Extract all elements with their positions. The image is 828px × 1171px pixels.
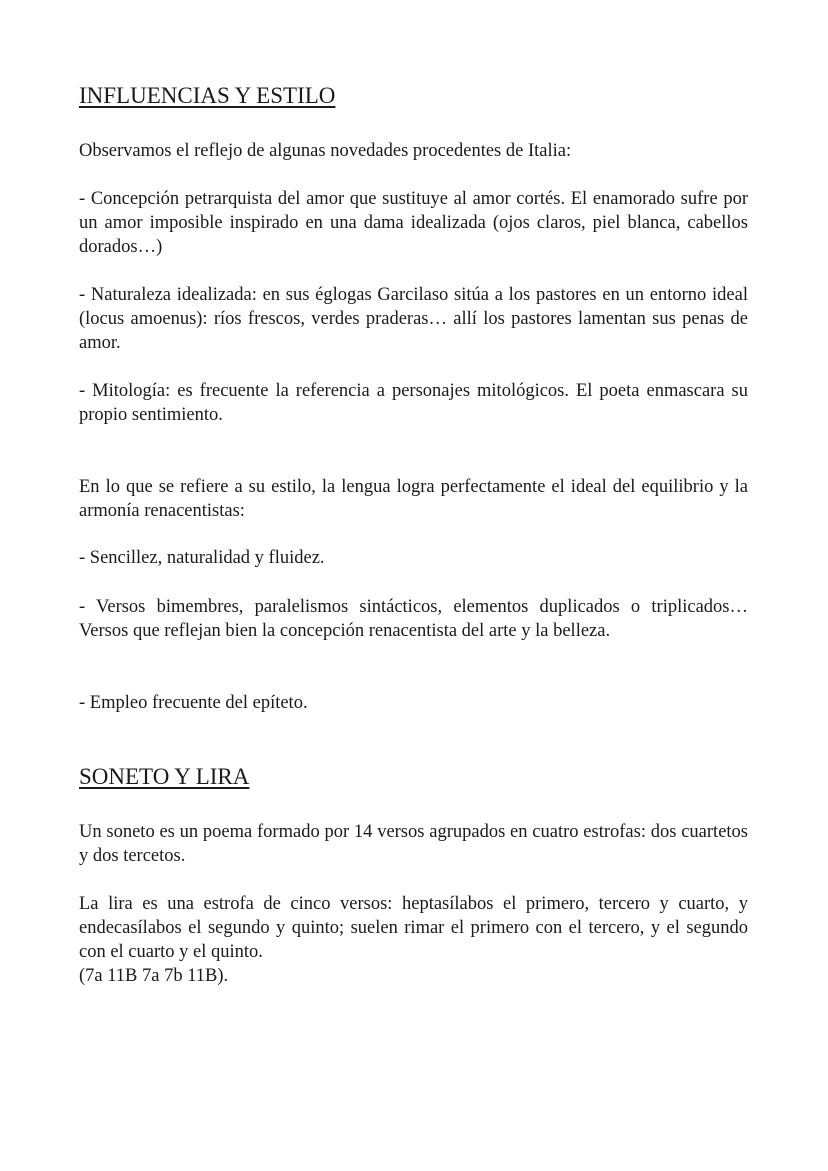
section-title-soneto-lira: SONETO Y LIRA	[79, 764, 250, 789]
soneto-paragraph: Un soneto es un poema formado por 14 versos agrupados en cuatro estrofas: dos cuartetos y dos tercetos.	[79, 822, 748, 866]
style-intro-paragraph: En lo que se refiere a su estilo, la lengua logra perfectamente el ideal del equilibrio y la armonía renacentistas:	[79, 477, 748, 521]
list-item-naturaleza: - Naturaleza idealizada: en sus églogas Garcilaso sitúa a los pastores en un entorno ideal (locus amoenus): ríos frescos, verdes praderas… allí los pastores lamentan sus penas de amor.	[79, 285, 748, 353]
section-title-influencias: INFLUENCIAS Y ESTILO	[79, 83, 336, 108]
lira-paragraph: La lira es una estrofa de cinco versos: heptasílabos el primero, tercero y cuarto, y endecasílabos el segundo y quinto; suelen rimar el primero con el tercero, y el segundo con el cuarto y el quinto.	[79, 894, 748, 962]
intro-paragraph: Observamos el reflejo de algunas novedades procedentes de Italia:	[79, 141, 572, 161]
list-item-versos: - Versos bimembres, paralelismos sintácticos, elementos duplicados o triplicados… Versos que reflejan bien la concepción renacentista del arte y la belleza.	[79, 597, 748, 641]
list-item-mitologia: - Mitología: es frecuente la referencia a personajes mitológicos. El poeta enmascara su propio sentimiento.	[79, 381, 748, 425]
list-item-epiteto: - Empleo frecuente del epíteto.	[79, 693, 308, 713]
list-item-petrarquista: - Concepción petrarquista del amor que sustituye al amor cortés. El enamorado sufre por un amor imposible inspirado en una dama idealizada (ojos claros, piel blanca, cabellos dorados…)	[79, 189, 748, 257]
list-item-sencillez: - Sencillez, naturalidad y fluidez.	[79, 548, 325, 568]
lira-scheme: (7a 11B 7a 7b 11B).	[79, 966, 229, 986]
